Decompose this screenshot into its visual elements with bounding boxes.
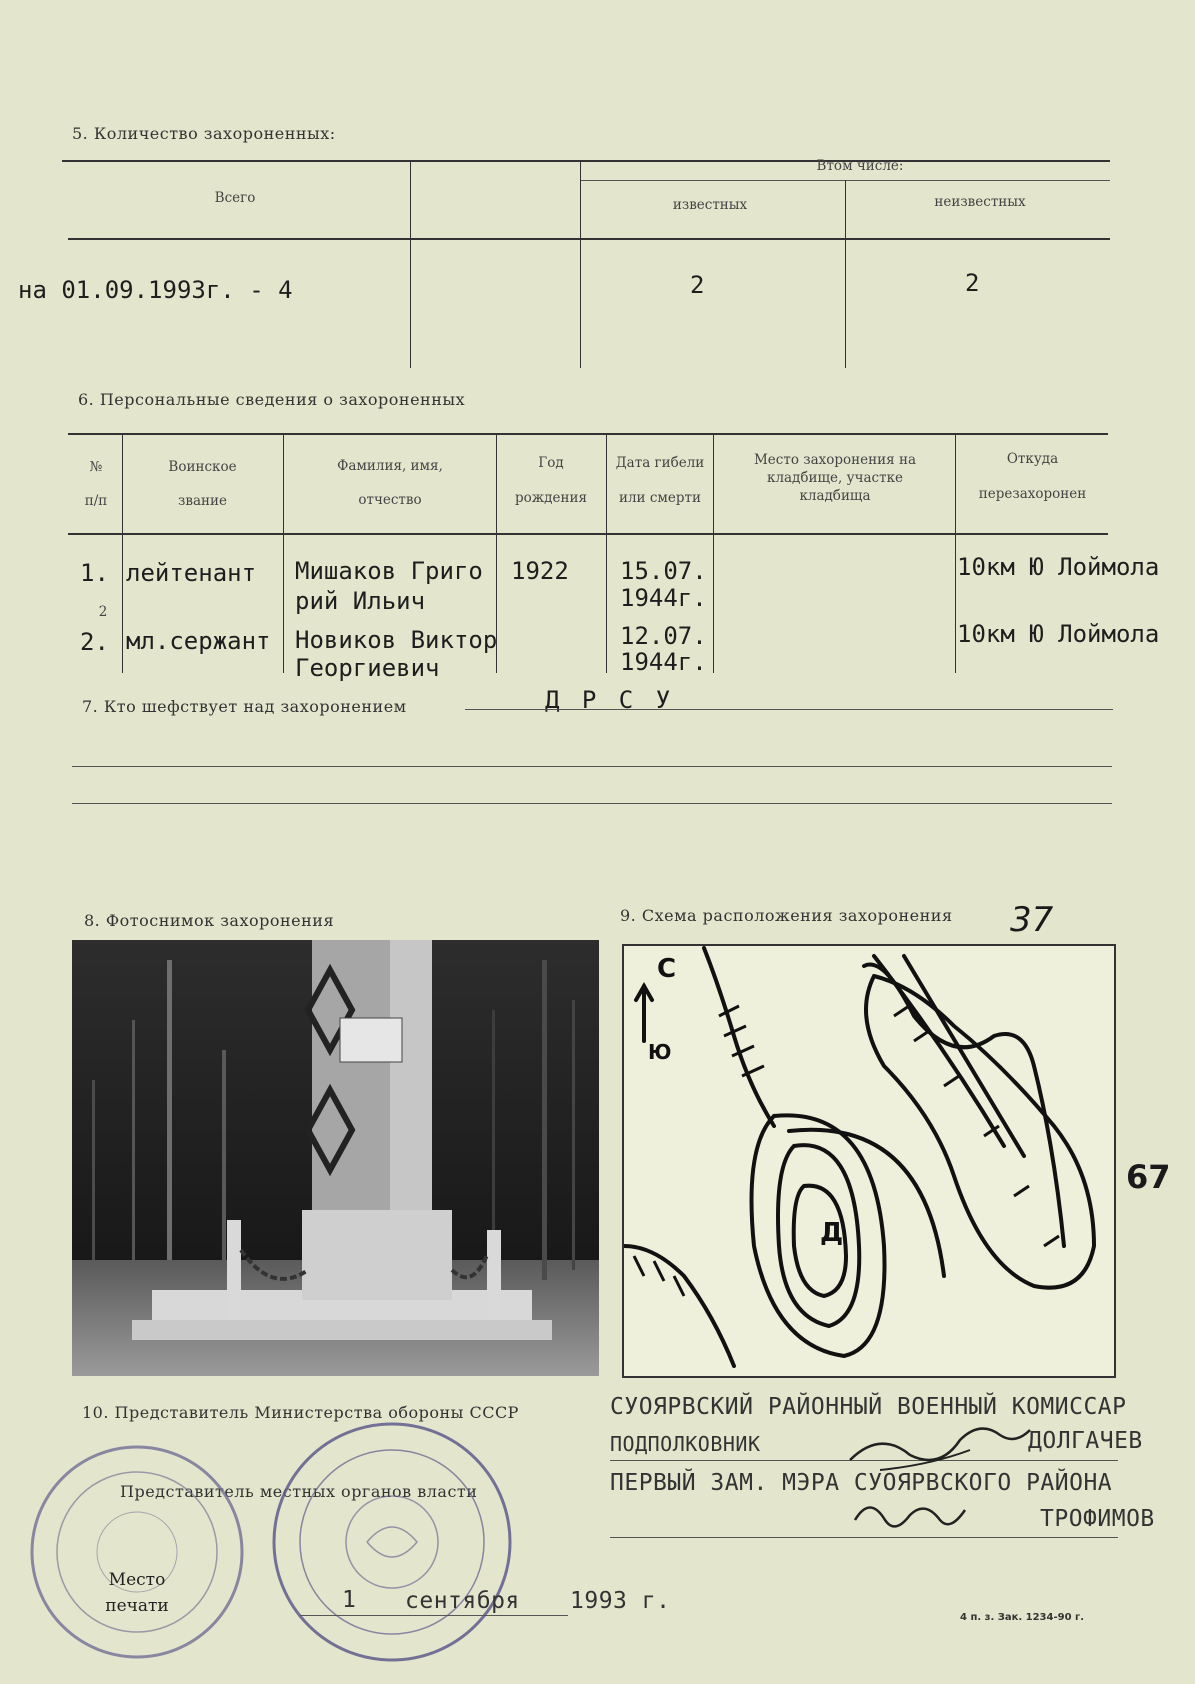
total-value: на 01.09.1993г. - 4: [18, 276, 293, 304]
row2-from: 10км Ю Лоймола: [957, 620, 1160, 648]
row2-rank: мл.сержант: [126, 627, 271, 655]
h-from-1: Откуда: [1006, 451, 1059, 467]
monument-image: [72, 940, 599, 1376]
col-total-header: Всего: [214, 190, 256, 206]
table5-col-divider: [845, 180, 846, 368]
date-year: 1993 г.: [570, 1588, 671, 1614]
section-5-title: 5. Количество захороненных:: [72, 124, 336, 143]
scheme-number-top: 37: [1010, 900, 1054, 940]
col-including-header: Втом числе:: [816, 158, 904, 174]
burial-photo: [72, 940, 599, 1376]
date-day: 1: [342, 1587, 357, 1613]
table6-col-divider: [122, 433, 123, 673]
row2-name-2: Георгиевич: [295, 654, 440, 682]
row2-date-2: 1944г.: [620, 648, 707, 676]
north-label: С: [657, 954, 677, 984]
section-8-title: 8. Фотоснимок захоронения: [84, 911, 335, 930]
section-7-title: 7. Кто шефствует над захоронением: [82, 697, 407, 716]
council-seal-stamp: [262, 1412, 522, 1672]
commissar-line: СУОЯРВСКИЙ РАЙОННЫЙ ВОЕННЫЙ КОМИССАР: [610, 1394, 1127, 1420]
h-rank-2: звание: [178, 493, 227, 509]
scheme-number-right: 67: [1126, 1158, 1171, 1196]
h-name-1: Фамилия, имя,: [337, 458, 443, 474]
section-10-title: 10. Представитель Министерства обороны СССР: [82, 1403, 519, 1422]
h-date-1: Дата гибели: [615, 455, 705, 471]
row1-rank: лейтенант: [126, 559, 257, 587]
known-value: 2: [690, 271, 705, 299]
seal-place-label-1: Место: [108, 1570, 166, 1590]
patron-value: Д Р С У: [545, 686, 675, 714]
table6-col-divider: [955, 433, 956, 673]
signature-dolgachev: [840, 1410, 1040, 1490]
rank-label: ПОДПОЛКОВНИК: [610, 1432, 761, 1456]
h-place-3: кладбища: [799, 488, 871, 504]
unknown-value: 2: [965, 269, 980, 297]
date-month: сентября: [405, 1588, 520, 1614]
table6-header-rule: [68, 533, 1108, 535]
patron-line: [465, 709, 1113, 710]
col-known-header: известных: [672, 197, 748, 213]
row1-from: 10км Ю Лоймола: [957, 553, 1160, 581]
seal-place-label-2: печати: [105, 1596, 169, 1616]
h-place-1: Место захоронения на: [753, 452, 917, 468]
row1-date-1: 15.07.: [620, 557, 707, 585]
margin-mark: 2: [98, 604, 108, 620]
table5-col-divider: [580, 160, 581, 368]
deputy-name: ТРОФИМОВ: [1040, 1506, 1155, 1532]
print-footer: 4 п. з. Зак. 1234-90 г.: [960, 1612, 1085, 1623]
row1-num: 1.: [80, 559, 109, 587]
date-line: [300, 1615, 568, 1616]
h-name-2: отчество: [358, 492, 422, 508]
local-authority-label: Представитель местных органов власти: [120, 1482, 478, 1501]
deputy-mayor-line: ПЕРВЫЙ ЗАМ. МЭРА СУОЯРВСКОГО РАЙОНА: [610, 1470, 1113, 1496]
row1-year: 1922: [511, 557, 569, 585]
commissar-name: ДОЛГАЧЕВ: [1028, 1428, 1143, 1454]
table5-header-rule: [68, 238, 1110, 240]
row2-name-1: Новиков Виктор: [295, 626, 498, 654]
h-place-2: кладбище, участке: [767, 470, 903, 486]
h-from-2: перезахоронен: [978, 486, 1087, 502]
table6-col-divider: [283, 433, 284, 673]
burial-marker: Д: [820, 1218, 844, 1248]
signature-trofimov: [850, 1490, 970, 1540]
table5-col-divider: [410, 160, 411, 368]
h-year-1: Год: [538, 455, 564, 471]
row2-date-1: 12.07.: [620, 622, 707, 650]
south-label: Ю: [648, 1040, 672, 1064]
h-num-2: п/п: [84, 493, 108, 509]
row1-date-2: 1944г.: [620, 584, 707, 612]
row1-name-1: Мишаков Григо: [295, 557, 483, 585]
section-9-title: 9. Схема расположения захоронения: [620, 906, 953, 925]
h-num-1: №: [89, 459, 103, 475]
table6-top-rule: [68, 433, 1108, 435]
col-unknown-header: неизвестных: [934, 194, 1026, 210]
section-6-title: 6. Персональные сведения о захороненных: [78, 390, 466, 409]
h-year-2: рождения: [514, 490, 587, 506]
location-scheme: [622, 944, 1116, 1378]
blank-line: [72, 766, 1112, 767]
h-rank-1: Воинское: [168, 459, 237, 475]
h-date-2: или смерти: [618, 490, 702, 506]
row1-name-2: рий Ильич: [295, 587, 426, 615]
military-seal-stamp: [25, 1440, 250, 1665]
scheme-drawing: [624, 946, 1114, 1376]
row2-num: 2.: [80, 628, 109, 656]
blank-line: [72, 803, 1112, 804]
